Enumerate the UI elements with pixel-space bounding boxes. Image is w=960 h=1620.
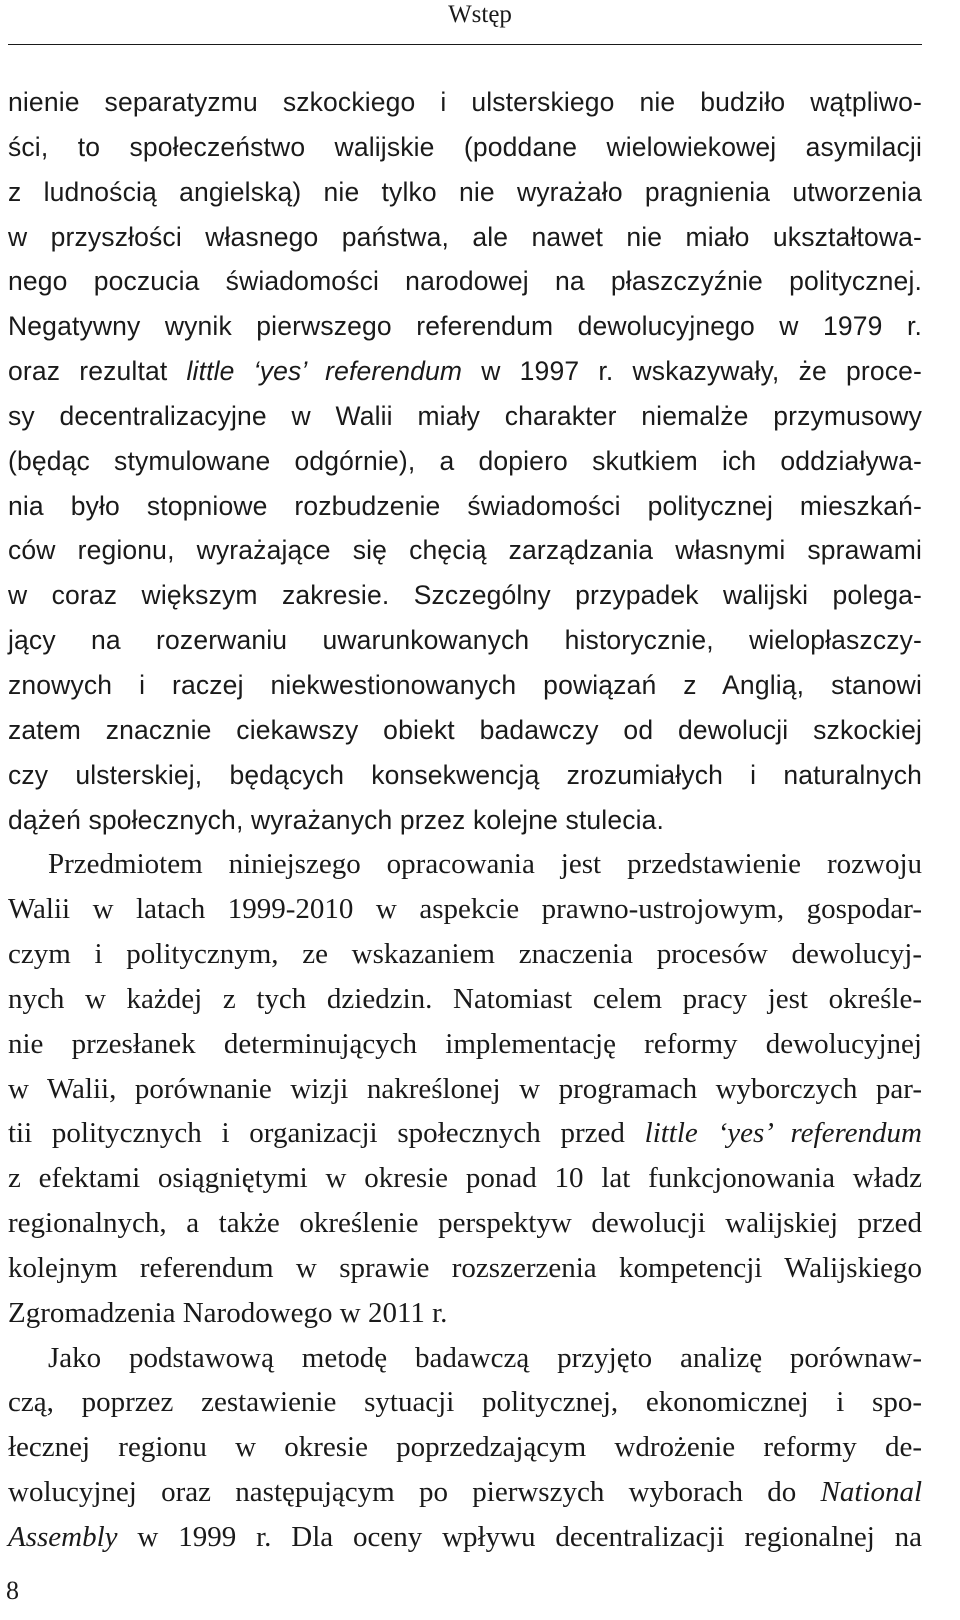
- text-line: sy decentralizacyjne w Walii miały charakter niemalże przymusowy: [8, 400, 922, 431]
- paragraph-aim: [8, 842, 922, 1335]
- text-line: czym i politycznym, ze wskazaniem znaczenia procesów dewolucyj-: [8, 938, 922, 971]
- text-line: z efektami osiągniętymi w okresie ponad 10 lat funkcjonowania władz: [8, 1162, 922, 1195]
- text-line: nie przesłanek determinujących implementację reformy dewolucyjnej: [8, 1027, 922, 1060]
- text-line: czą, poprzez zestawienie sytuacji politycznej, ekonomicznej i spo-: [8, 1386, 922, 1419]
- text-line: Walii w latach 1999-2010 w aspekcie prawno-ustrojowym, gospodar-: [8, 893, 922, 926]
- text-line: Przedmiotem niniejszego opracowania jest przedstawienie rozwoju: [48, 848, 922, 881]
- text-line: nia było stopniowe rozbudzenie świadomości politycznej mieszkań-: [8, 490, 922, 521]
- running-header: [0, 0, 960, 44]
- text-line: nych w każdej z tych dziedzin. Natomiast celem pracy jest określe-: [8, 982, 922, 1015]
- text-line: w przyszłości własnego państwa, ale nawet nie miało ukształtowa-: [8, 221, 922, 252]
- text-line: [8, 1515, 922, 1560]
- text-run: tii politycznych i organizacji społecznych przed: [8, 1117, 645, 1150]
- text-line: [8, 1111, 922, 1156]
- text-line: z ludnością angielską) nie tylko nie wyrażało pragnienia utworzenia: [8, 176, 922, 207]
- text-line: [8, 349, 922, 394]
- body-text: [8, 80, 922, 1560]
- text-line: dążeń społecznych, wyrażanych przez kolejne stulecia.: [8, 804, 665, 835]
- italic-term: little ‘yes’ referendum: [644, 1117, 922, 1150]
- italic-term: Assembly: [8, 1521, 118, 1553]
- text-line: regionalnych, a także określenie perspektyw dewolucji walijskiej przed: [8, 1207, 922, 1240]
- text-line: znowych i raczej niekwestionowanych powiązań z Anglią, stanowi: [8, 669, 922, 700]
- text-run: wolucyjnej oraz następującym po pierwszych wyborach do: [8, 1476, 821, 1509]
- text-line: (będąc stymulowane odgórnie), a dopiero skutkiem ich oddziaływa-: [8, 445, 922, 476]
- text-line: nienie separatyzmu szkockiego i ulsterskiego nie budziło wątpliwo-: [8, 87, 922, 117]
- text-line: w Walii, porównanie wizji nakreślonej w programach wyborczych par-: [8, 1072, 922, 1105]
- text-line: czy ulsterskiej, będących konsekwencją zrozumiałych i naturalnych: [8, 759, 922, 790]
- italic-term: little ‘yes’ referendum: [186, 356, 463, 387]
- italic-term: National: [820, 1476, 922, 1509]
- text-line: w coraz większym zakresie. Szczególny przypadek walijski polega-: [8, 580, 922, 611]
- paragraph-continued: [8, 80, 922, 842]
- text-line: zatem znacznie ciekawszy obiekt badawczy od dewolucji szkockiej: [8, 714, 922, 745]
- header-rule: [8, 44, 922, 45]
- text-line: Negatywny wynik pierwszego referendum dewolucyjnego w 1979 r.: [8, 311, 922, 342]
- text-line: ści, to społeczeństwo walijskie (poddane wielowiekowej asymilacji: [8, 131, 922, 162]
- text-run: w 1997 r. wskazywały, że proce-: [462, 356, 922, 387]
- text-line: łecznej regionu w okresie poprzedzającym wdrożenie reformy de-: [8, 1431, 922, 1464]
- running-title: Wstęp: [448, 1, 512, 28]
- text-run: oraz rezultat: [8, 356, 187, 387]
- text-line: Zgromadzenia Narodowego w 2011 r.: [8, 1296, 448, 1329]
- text-line: nego poczucia świadomości narodowej na płaszczyźnie politycznej.: [8, 266, 922, 297]
- text-line: [8, 1470, 922, 1515]
- paragraph-method: [8, 1336, 922, 1560]
- text-line: ców regionu, wyrażające się chęcią zarządzania własnymi sprawami: [8, 535, 922, 566]
- text-line: kolejnym referendum w sprawie rozszerzenia kompetencji Walijskiego: [8, 1251, 922, 1284]
- text-run: w 1999 r. Dla oceny wpływu decentralizacji regionalnej na: [117, 1521, 922, 1553]
- text-line: jący na rozerwaniu uwarunkowanych historycznie, wielopłaszczy-: [8, 625, 922, 656]
- page-number: 8: [6, 1576, 19, 1605]
- text-line: Jako podstawową metodę badawczą przyjęto analizę porównaw-: [48, 1341, 922, 1374]
